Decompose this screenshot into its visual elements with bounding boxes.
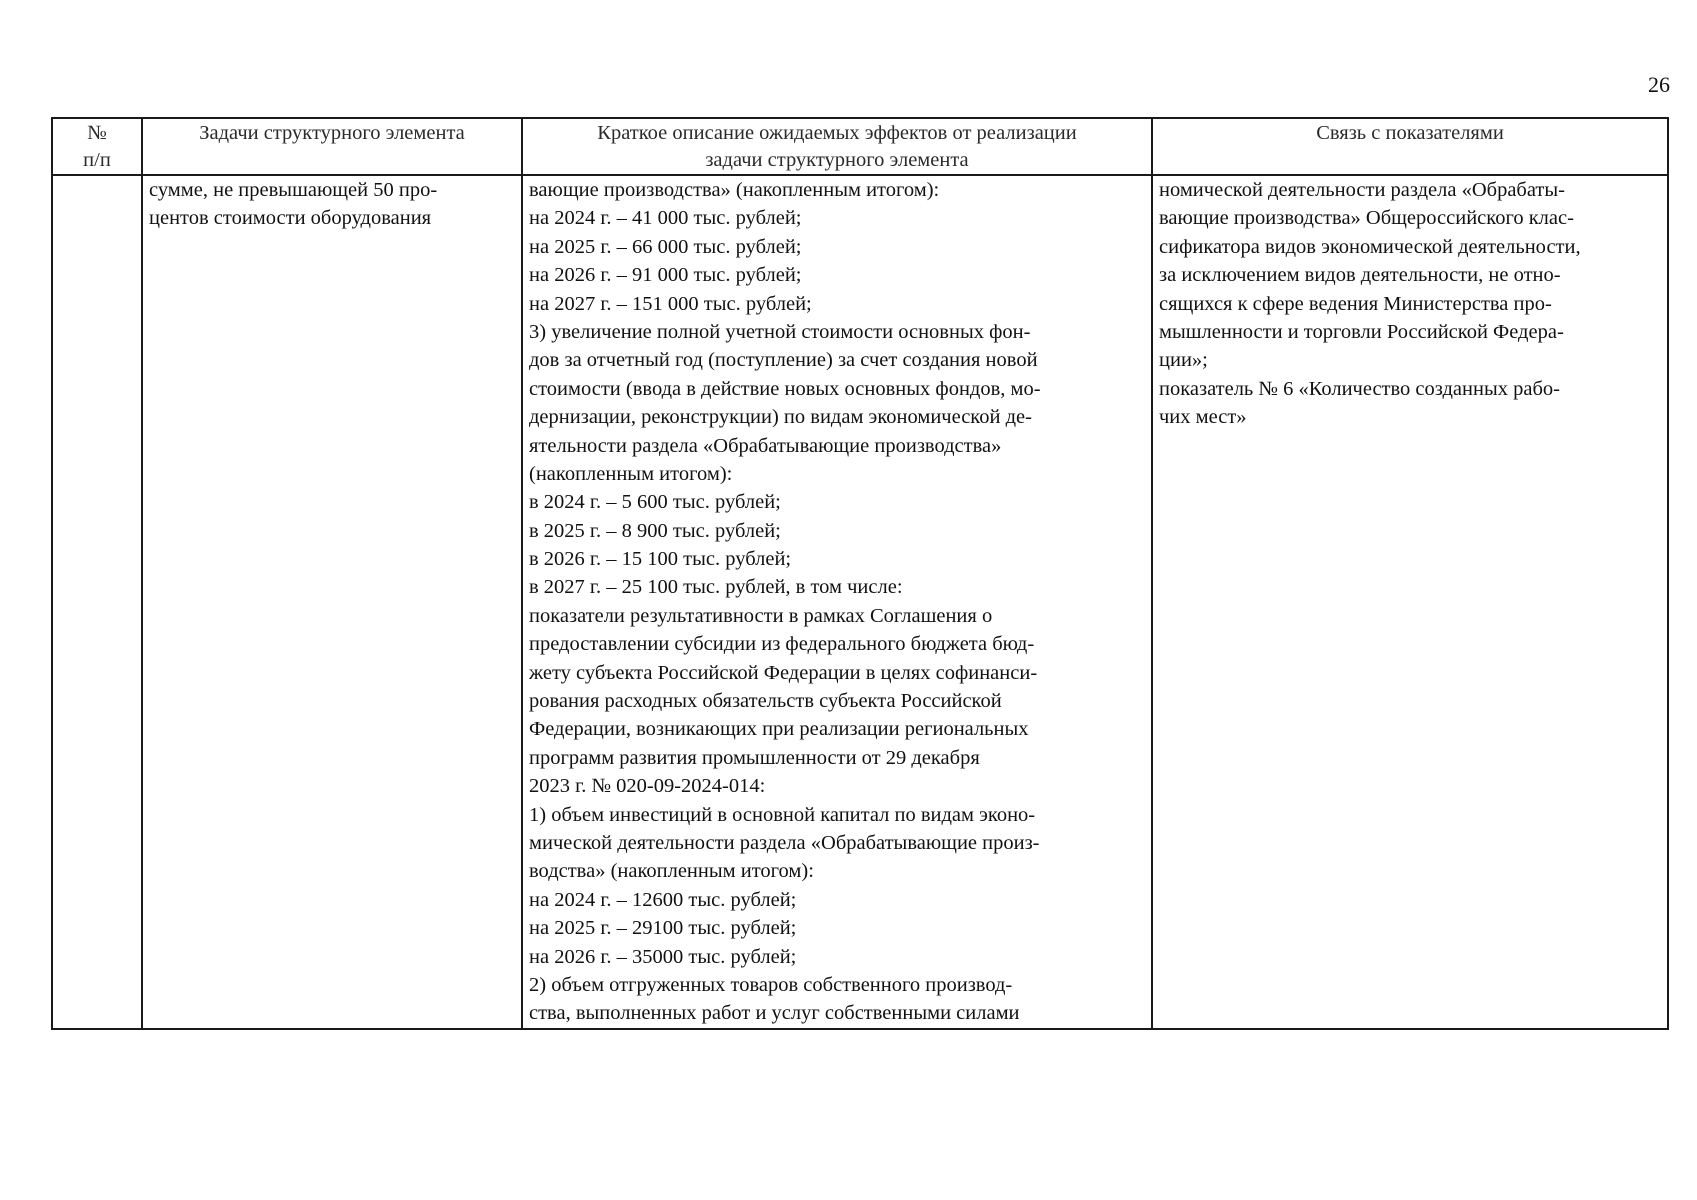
cell-task bbox=[142, 175, 522, 1029]
text-line: на 2024 г. – 12600 тыс. рублей; bbox=[529, 888, 797, 911]
text-line: в 2024 г. – 5 600 тыс. рублей; bbox=[529, 491, 781, 514]
text-line: сящихся к сфере ведения Министерства про- bbox=[1159, 292, 1552, 315]
header-line: п/п bbox=[83, 149, 111, 171]
text-line: дернизации, реконструкции) по видам экономической де- bbox=[529, 406, 1032, 429]
table-header-row bbox=[52, 118, 1668, 175]
header-tasks bbox=[142, 118, 522, 175]
text-line: предоставлении субсидии из федерального бюджета бюд- bbox=[529, 633, 1035, 656]
header-effects bbox=[522, 118, 1152, 175]
text-line: мической деятельности раздела «Обрабатывающие произ- bbox=[529, 831, 1040, 854]
text-line: в 2026 г. – 15 100 тыс. рублей; bbox=[529, 548, 792, 571]
text-line: водства» (накопленным итогом): bbox=[529, 860, 814, 883]
text-line: (накопленным итогом): bbox=[529, 462, 733, 485]
text-line: показатели результативности в рамках Соглашения о bbox=[529, 604, 993, 627]
text-line: ятельности раздела «Обрабатывающие производства» bbox=[529, 434, 1002, 457]
text-line: ции»; bbox=[1159, 349, 1208, 372]
header-indicators bbox=[1152, 118, 1668, 175]
text-line: на 2026 г. – 35000 тыс. рублей; bbox=[529, 945, 797, 968]
text-line: в 2027 г. – 25 100 тыс. рублей, в том числе: bbox=[529, 576, 903, 599]
text-line: ства, выполненных работ и услуг собственными силами bbox=[529, 1002, 1020, 1025]
text-line: вающие производства» Общероссийского клас- bbox=[1159, 207, 1574, 230]
text-line: в 2025 г. – 8 900 тыс. рублей; bbox=[529, 519, 781, 542]
text-line: центов стоимости оборудования bbox=[149, 207, 432, 230]
page-number: 26 bbox=[1648, 72, 1670, 97]
table-row bbox=[52, 175, 1668, 1029]
text-line: вающие производства» (накопленным итогом): bbox=[529, 179, 940, 201]
header-line: Краткое описание ожидаемых эффектов от реализации bbox=[597, 122, 1077, 144]
text-line: на 2025 г. – 29100 тыс. рублей; bbox=[529, 917, 797, 940]
text-line: сумме, не превышающей 50 про- bbox=[149, 179, 438, 201]
text-line: 2) объем отгруженных товаров собственного производ- bbox=[529, 973, 1013, 996]
cell-effects bbox=[522, 175, 1152, 1029]
header-line: Задачи структурного элемента bbox=[199, 122, 465, 144]
text-line: рования расходных обязательств субъекта Российской bbox=[529, 690, 1002, 713]
text-line: за исключением видов деятельности, не отно- bbox=[1159, 264, 1561, 287]
header-line: Связь с показателями bbox=[1316, 122, 1504, 144]
text-line: сификатора видов экономической деятельности, bbox=[1159, 235, 1581, 258]
cell-indicators bbox=[1152, 175, 1668, 1029]
text-line: мышленности и торговли Российской Федера- bbox=[1159, 320, 1564, 343]
text-line: дов за отчетный год (поступление) за счет создания новой bbox=[529, 349, 1038, 372]
text-line: на 2027 г. – 151 000 тыс. рублей; bbox=[529, 292, 812, 315]
text-line: 3) увеличение полной учетной стоимости основных фон- bbox=[529, 320, 1031, 343]
text-line: жету субъекта Российской Федерации в целях софинанси- bbox=[529, 661, 1038, 684]
header-line: № bbox=[87, 122, 107, 144]
text-line: 1) объем инвестиций в основной капитал по видам эконо- bbox=[529, 803, 1036, 826]
text-line: показатель № 6 «Количество созданных рабо- bbox=[1159, 377, 1560, 400]
text-line: на 2024 г. – 41 000 тыс. рублей; bbox=[529, 207, 802, 230]
text-line: чих мест» bbox=[1159, 406, 1247, 429]
cell-number bbox=[52, 175, 142, 1029]
text-line: номической деятельности раздела «Обрабаты- bbox=[1159, 179, 1565, 201]
text-line: программ развития промышленности от 29 декабря bbox=[529, 746, 980, 769]
structural-element-table bbox=[51, 117, 1669, 1030]
text-line: Федерации, возникающих при реализации региональных bbox=[529, 718, 1029, 741]
text-line: на 2026 г. – 91 000 тыс. рублей; bbox=[529, 264, 802, 287]
header-line: задачи структурного элемента bbox=[705, 149, 969, 171]
text-line: стоимости (ввода в действие новых основных фондов, мо- bbox=[529, 377, 1041, 400]
header-number bbox=[52, 118, 142, 175]
text-line: на 2025 г. – 66 000 тыс. рублей; bbox=[529, 235, 802, 258]
text-line: 2023 г. № 020-09-2024-014: bbox=[529, 775, 766, 798]
